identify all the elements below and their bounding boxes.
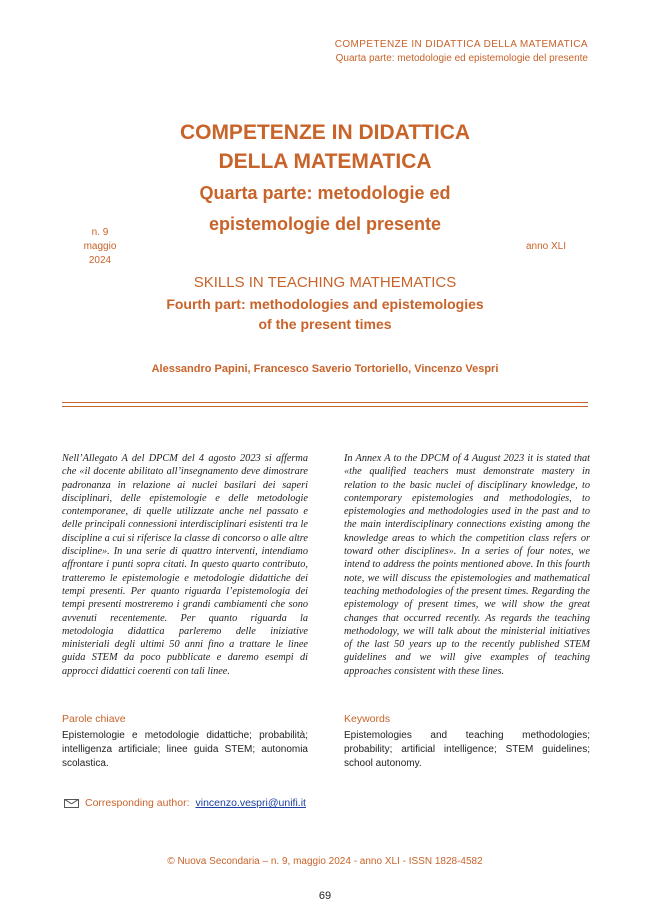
italian-title [120,118,530,238]
running-head [335,38,588,66]
running-head-subtitle: Quarta parte: metodologie ed epistemologie del presente [335,53,588,64]
journal-footer: © Nuova Secondaria – n. 9, maggio 2024 - anno XLI - ISSN 1828-4582 [167,856,483,867]
italian-title-line-2: DELLA MATEMATICA [218,150,432,173]
keywords-italian-heading: Parole chiave [62,713,126,725]
authors: Alessandro Papini, Francesco Saverio Tortoriello, Vincenzo Vespri [151,363,499,375]
english-subtitle-line-1: Fourth part: methodologies and epistemologies [166,296,484,312]
italian-subtitle-line-1: Quarta parte: metodologie ed [199,183,451,203]
english-title [120,272,530,334]
keywords-italian: Epistemologie e metodologie didattiche; probabilità; intelligenza artificiale; linee guida STEM; autonomia scolastica. [62,730,308,769]
corresponding-author-label: Corresponding author: [85,797,190,809]
issue-month: maggio [83,241,117,252]
issue-info [78,226,122,268]
page-number: 69 [318,890,332,902]
issue-volume: anno XLI [525,241,566,252]
issue-number: n. 9 [91,227,109,238]
abstract-italian: Nell’Allegato A del DPCM del 4 agosto 2023 si afferma che «il docente abilitato all’insegnamento deve dimostrare padronanza in relazione ai nuclei basilari dei saperi disciplinari, delle epistemologie e delle metodologie contemporanee, di quelle utilizzate anche nel passato e delle principali connessioni interdisciplinari esistenti tra le discipline a cui si riferisce la classe di concorso o alle altre discipline». In una serie di quattro interventi, intendiamo affrontare i punti sopra citati. In questo quarto contributo, tratteremo le epistemologie e metodologie didattiche dei tempi presenti. Per quanto riguarda l’epistemologia dei tempi presenti mostreremo i grandi cambiamenti che sono avvenuti recentemente. Per quanto riguarda la metodologia didattica parleremo delle iniziative ministeriali degli ultimi 50 anni fino a trattare le linee guida STEM da poco pubblicate e daremo esempi di approcci didattici coerenti con tali linee. [62,453,308,677]
envelope-icon [64,799,79,808]
italian-title-line-1: COMPETENZE IN DIDATTICA [179,121,471,144]
abstract-english: In Annex A to the DPCM of 4 August 2023 it is stated that «the qualified teachers must demonstrate mastery in relation to the basic nuclei of disciplinary knowledge, to contemporary epistemologies and methodologies, to epistemologies and methodologies used in the past and to the main interdisciplinary connections existing among the knowledge areas to which the competition class refers or toward other disciplines». In a series of four notes, we intend to address the points mentioned above. In this fourth note, we will discuss the epistemologies and mathematical teaching methodologies of the present times. Regarding the epistemology of present times, we will show the great changes that occurred recently. As regards the teaching methodology, we will talk about the ministerial initiatives of the last 50 years up to the recently published STEM guidelines and we will give examples of teaching approaches consistent with these lines. [344,453,590,677]
keywords-english-heading: Keywords [344,713,391,725]
english-subtitle-line-2: of the present times [258,316,392,332]
issue-year: 2024 [88,255,112,266]
corresponding-author-email-link[interactable]: vincenzo.vespri@unifi.it [195,797,306,809]
keywords-english: Epistemologies and teaching methodologies; probability; artificial intelligence; STEM guidelines; school autonomy. [344,730,590,769]
running-head-title: COMPETENZE IN DIDATTICA DELLA MATEMATICA [334,39,588,50]
header-rule [62,402,588,407]
english-title-line-1: SKILLS IN TEACHING MATHEMATICS [193,274,457,291]
italian-subtitle-line-2: epistemologie del presente [208,214,442,234]
corresponding-author [64,797,306,809]
